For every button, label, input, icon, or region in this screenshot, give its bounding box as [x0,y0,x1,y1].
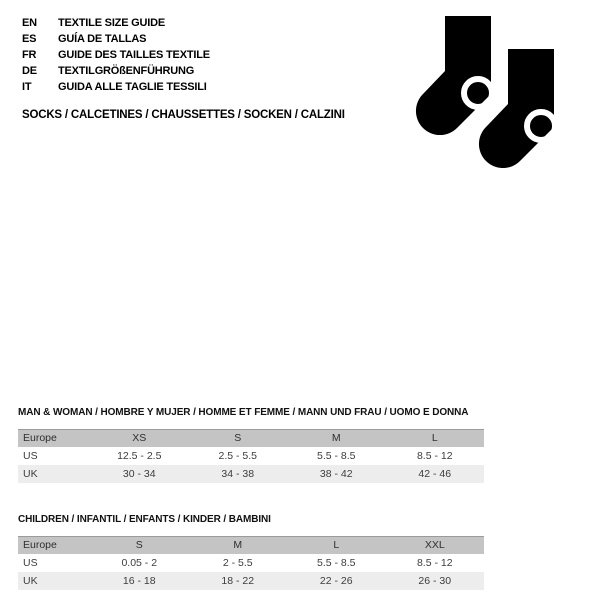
row-label: US [23,449,38,462]
column-header: L [431,432,438,445]
column-header: XS [132,432,147,445]
size-cell: 42 - 46 [418,467,452,480]
size-cell: 22 - 26 [319,574,353,587]
language-row [22,31,210,47]
size-cell: 5.5 - 8.5 [316,556,356,569]
column-header: M [331,432,341,445]
language-row [22,47,210,63]
language-code: IT [22,81,32,93]
language-row [22,63,210,79]
language-label: TEXTILE SIZE GUIDE [58,17,166,29]
row-label: UK [23,467,38,480]
language-code: FR [22,49,37,61]
size-cell: 2.5 - 5.5 [218,449,258,462]
table-title: MAN & WOMAN / HOMBRE Y MUJER / HOMME ET FEMME / MANN UND FRAU / UOMO E DONNA [18,407,469,418]
size-cell: 18 - 22 [221,574,255,587]
table-header-row [18,429,484,447]
language-label: TEXTILGRÖßENFÜHRUNG [58,65,195,77]
size-cell: 12.5 - 2.5 [117,449,162,462]
language-row [22,15,210,31]
language-row [22,79,210,95]
socks-icon [404,16,554,168]
column-header: XXL [424,539,445,552]
column-header: S [135,539,143,552]
table-row [18,447,484,465]
size-cell: 26 - 30 [418,574,452,587]
column-header: L [333,539,340,552]
language-code: ES [22,33,37,45]
size-cell: 16 - 18 [122,574,156,587]
size-cell: 8.5 - 12 [416,556,453,569]
column-header: S [234,432,242,445]
sock-back [416,16,492,135]
language-label: GUIDA ALLE TAGLIE TESSILI [58,81,207,93]
size-cell: 8.5 - 12 [416,449,453,462]
column-header: M [233,539,243,552]
row-label: UK [23,574,38,587]
size-table-children [18,513,484,590]
category-line: SOCKS / CALCETINES / CHAUSSETTES / SOCKEN / CALZINI [22,109,345,121]
language-code: DE [22,65,37,77]
table-row [18,554,484,572]
size-cell: 5.5 - 8.5 [316,449,356,462]
language-list [22,15,210,95]
language-label: GUÍA DE TALLAS [58,33,147,45]
size-cell: 2 - 5.5 [222,556,253,569]
table-title: CHILDREN / INFANTIL / ENFANTS / KINDER / BAMBINI [18,514,271,525]
size-cell: 34 - 38 [221,467,255,480]
table-row [18,465,484,483]
table-header-row [18,536,484,554]
size-table-adults [18,406,484,483]
row-label: US [23,556,38,569]
size-cell: 38 - 42 [319,467,353,480]
size-cell: 0.05 - 2 [121,556,158,569]
table-row [18,572,484,590]
language-code: EN [22,17,37,29]
language-label: GUIDE DES TAILLES TEXTILE [58,49,210,61]
column-header: Europe [23,432,57,445]
size-cell: 30 - 34 [122,467,156,480]
column-header: Europe [23,539,57,552]
